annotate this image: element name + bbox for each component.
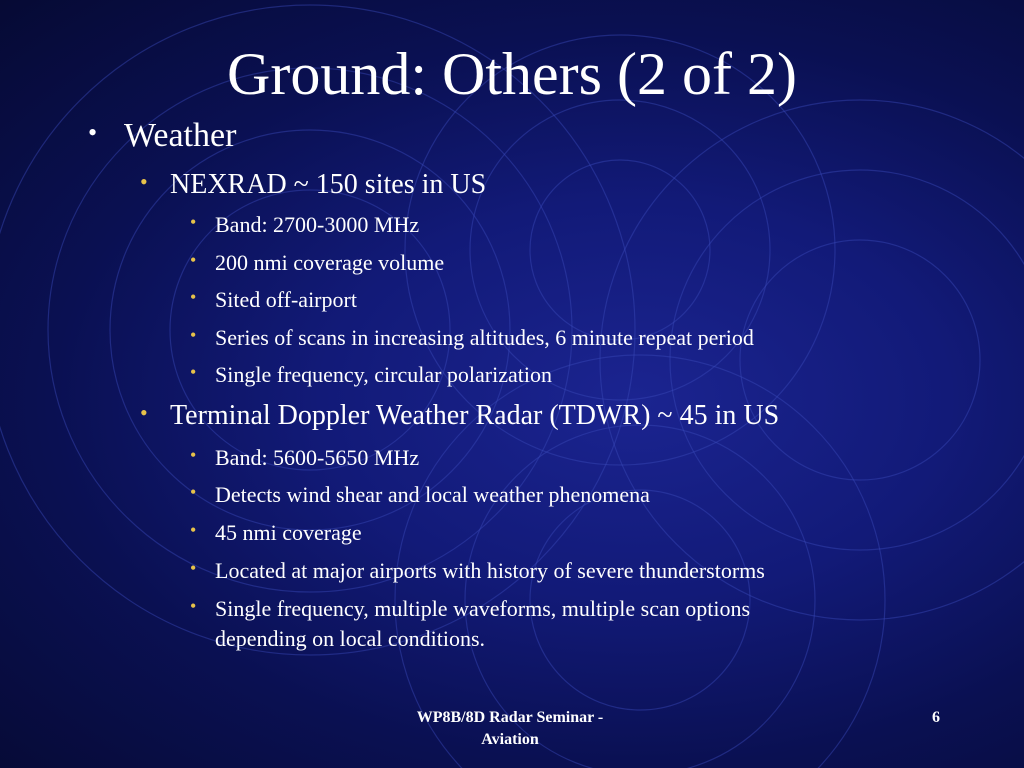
nexrad-item: 200 nmi coverage volume — [215, 250, 445, 275]
bullet-icon: • — [190, 250, 197, 270]
footer-line-1: WP8B/8D Radar Seminar - — [416, 709, 604, 726]
nexrad-item: Single frequency, circular polarization — [215, 362, 552, 387]
nexrad-item: Band: 2700-3000 MHz — [215, 212, 420, 237]
nexrad-item: Sited off-airport — [215, 287, 357, 312]
bullet-nexrad: NEXRAD ~ 150 sites in US — [170, 169, 487, 200]
footer-caption — [360, 707, 660, 751]
bullet-icon: • — [190, 287, 197, 307]
bullet-icon: • — [190, 362, 197, 382]
bullet-icon: • — [140, 169, 148, 194]
bullet-icon: • — [190, 558, 197, 578]
bullet-icon: • — [190, 445, 197, 465]
tdwr-item: 45 nmi coverage — [215, 520, 362, 545]
tdwr-item: Detects wind shear and local weather phenomena — [215, 482, 650, 507]
bullet-icon: • — [190, 520, 197, 540]
bullet-weather: Weather — [124, 117, 237, 154]
tdwr-item: Single frequency, multiple waveforms, multiple scan options — [215, 596, 751, 621]
tdwr-item: Located at major airports with history of severe thunderstorms — [215, 558, 765, 583]
slide-title: Ground: Others (2 of 2) — [227, 41, 797, 107]
footer-line-2: Aviation — [481, 731, 539, 748]
bullet-icon: • — [190, 325, 197, 345]
bullet-icon: • — [190, 212, 197, 232]
nexrad-item: Series of scans in increasing altitudes, 6 minute repeat period — [215, 325, 754, 350]
bullet-icon: • — [88, 118, 98, 147]
page-number: 6 — [932, 709, 940, 726]
bullet-tdwr: Terminal Doppler Weather Radar (TDWR) ~ 45 in US — [170, 400, 780, 431]
bullet-icon: • — [190, 482, 197, 502]
bullet-icon: • — [140, 400, 148, 425]
tdwr-item: Band: 5600-5650 MHz — [215, 445, 420, 470]
tdwr-item-continuation: depending on local conditions. — [215, 626, 486, 651]
bullet-icon: • — [190, 596, 197, 616]
